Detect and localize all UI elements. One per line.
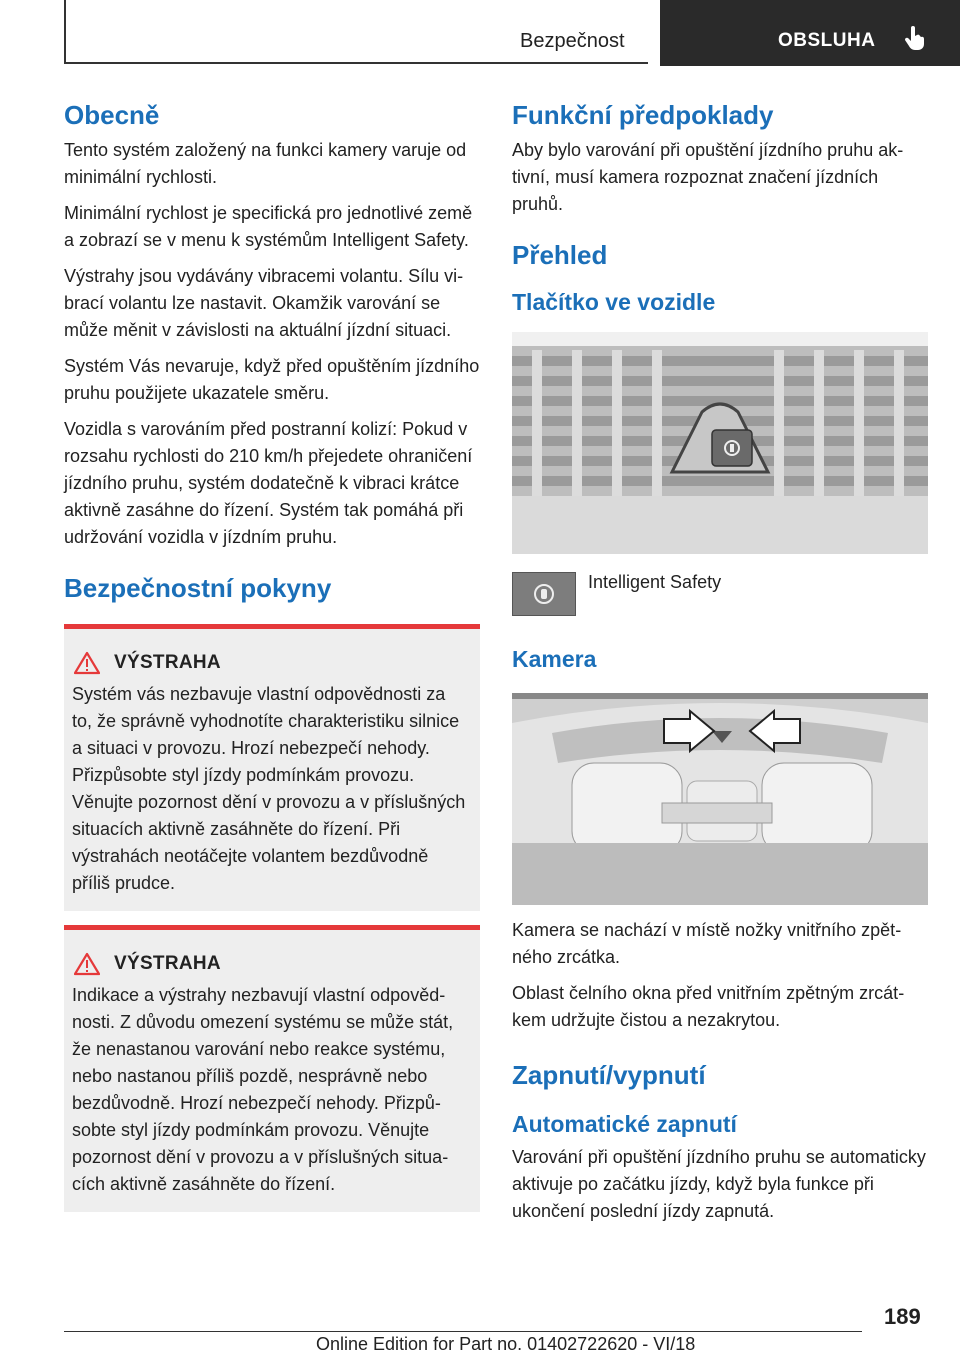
paragraph: Kamera se nachází v místě nožky vnitřního zpětného zrcátka. (512, 920, 902, 967)
intelligent-safety-button-icon (512, 572, 576, 616)
dashboard-illustration (512, 332, 928, 554)
warning-box (64, 624, 480, 911)
warning-text: Indikace a výstrahy nezbavují vlastní odpovědnosti. Z důvodu omezení systému se může stát, že nenastanou varování nebo reakce systému, nebo nastanou příliš pozdě, nesprávně nebo bezdůvodně. Hrozí nebezpečí nehody. Přizpůsobte styl jízdy podmínkám provozu. Věnujte pozornost dění v provozu a v příslušných situacích aktivně zasáhněte do řízení. (72, 985, 454, 1194)
section-title-general: Obecně (64, 100, 160, 130)
warning-text: Systém vás nezbavuje vlastní odpovědnosti za to, že správně vyhodnotíte charakteristiku silnice a situaci v provozu. Hrozí nebezpečí nehody. Přizpůsobte styl jízdy podmínkám provozu. Věnujte pozornost dění v provozu a v příslušných situacích aktivně zasáhněte do řízení. Při výstrahách neotáčejte volantem bezdůvodně příliš prudce. (72, 684, 466, 893)
footer-edition: Online Edition for Part no. 01402722620 - VI/18 (316, 1334, 696, 1354)
button-label: Intelligent Safety (588, 572, 722, 592)
warning-box (64, 925, 480, 1212)
subsection-title-camera: Kamera (512, 646, 597, 672)
paragraph: Systém Vás nevaruje, když před opuštěním jízdního pruhu použijete ukazatele směru. (64, 356, 480, 403)
right-column (512, 100, 928, 1234)
camera-image (512, 693, 928, 905)
paragraph: Varování při opuštění jízdního pruhu se automaticky aktivuje po začátku jízdy, když byla funkce při ukončení poslední jízdy zapnutá. (512, 1147, 926, 1221)
hand-pointer-icon (904, 26, 926, 50)
warning-title: VÝSTRAHA (114, 953, 221, 974)
footer-rule (64, 1331, 862, 1332)
subsection-title-auto: Automatické zapnutí (512, 1111, 737, 1137)
car-interior-illustration (512, 693, 928, 905)
warning-triangle-icon (74, 952, 100, 976)
paragraph: Oblast čelního okna před vnitřním zpětným zrcátkem udržujte čistou a nezakrytou. (512, 983, 905, 1030)
header-section: Bezpečnost (520, 30, 625, 52)
header-rule-bottom (64, 62, 648, 64)
dashboard-button-image (512, 332, 928, 554)
subsection-title-button: Tlačítko ve vozidle (512, 289, 716, 315)
left-column (64, 100, 480, 1212)
section-title-safety: Bezpečnostní pokyny (64, 573, 332, 603)
page-number: 189 (884, 1304, 921, 1329)
header-tab (660, 0, 960, 66)
paragraph: Výstrahy jsou vydávány vibracemi volantu. Sílu vibrací volantu lze nastavit. Okamžik varování se může měnit v závislosti na aktuální jízdní situaci. (64, 266, 464, 340)
paragraph: Minimální rychlost je specifická pro jednotlivé země a zobrazí se v menu k systémům Intelligent Safety. (64, 203, 473, 250)
warning-triangle-icon (74, 651, 100, 675)
paragraph: Tento systém založený na funkci kamery varuje od minimální rychlosti. (64, 140, 467, 187)
header-tab-label: OBSLUHA (778, 30, 876, 51)
header-rule-left (64, 0, 66, 64)
section-title-requirements: Funkční předpoklady (512, 100, 774, 130)
warning-title: VÝSTRAHA (114, 652, 221, 673)
section-title-overview: Přehled (512, 240, 608, 270)
section-title-onoff: Zapnutí/vypnutí (512, 1060, 706, 1090)
button-legend (512, 572, 928, 616)
paragraph: Vozidla s varováním před postranní kolizí: Pokud v rozsahu rychlosti do 210 km/h přejedete ohraničení jízdního pruhu, systém dodatečně k vibraci krátce aktivně zasáhne do řízení. Systém tak pomáhá při udržování vozidla v jízdním pruhu. (64, 419, 473, 547)
paragraph: Aby bylo varování při opuštění jízdního pruhu aktivní, musí kamera rozpoznat značení jízdních pruhů. (512, 140, 904, 214)
